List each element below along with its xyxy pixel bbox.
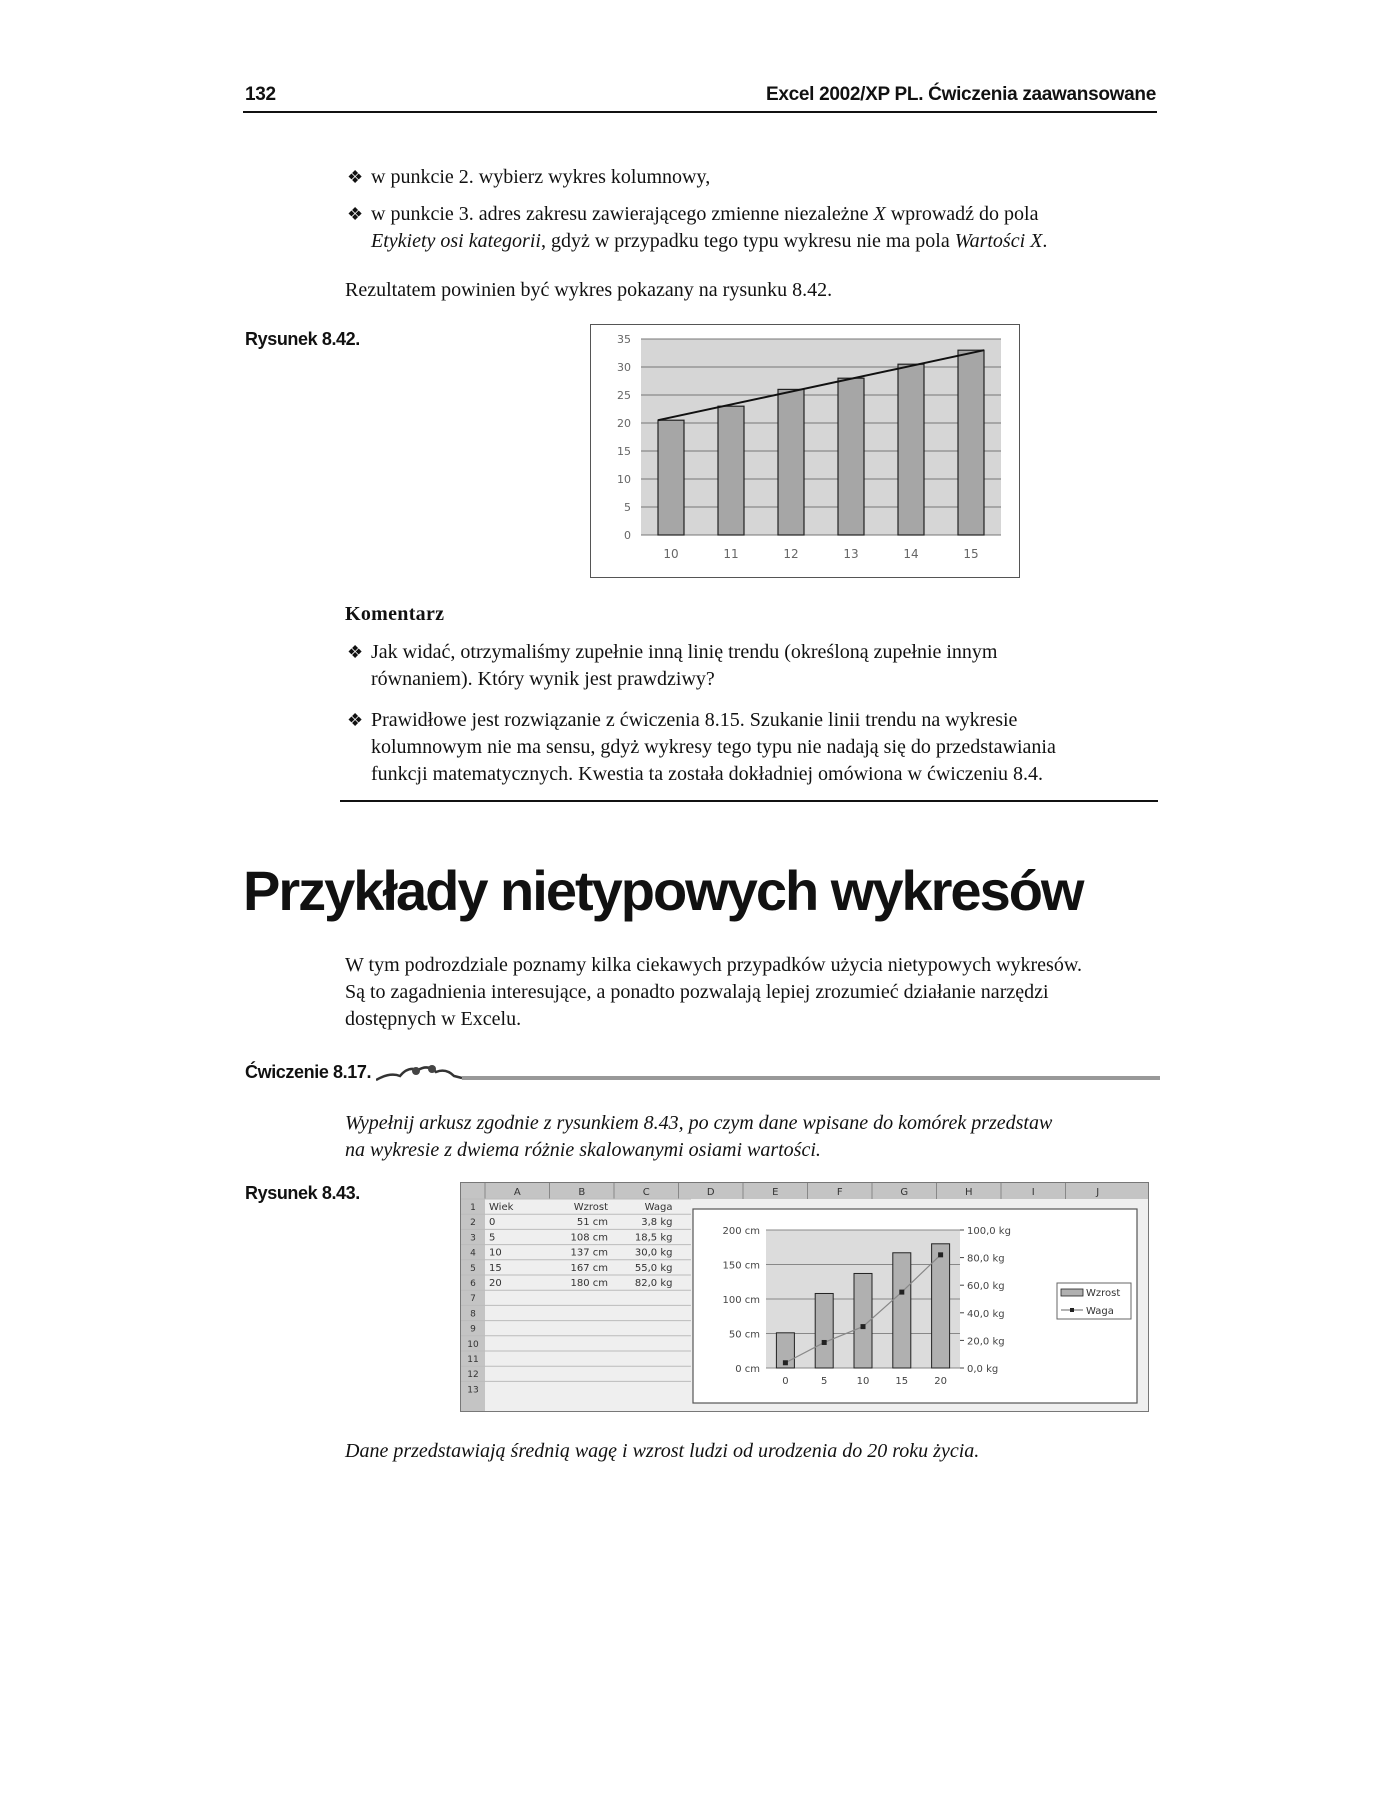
y-tick-label: 15 [617, 445, 631, 458]
data-point [938, 1252, 943, 1257]
x-tick-label: 12 [783, 547, 799, 561]
page-number: 132 [245, 84, 276, 105]
data-cell: 167 cm [570, 1262, 608, 1274]
bar [958, 350, 984, 535]
figure-caption: Rysunek 8.43. [245, 1183, 360, 1203]
right-tick-label: 20,0 kg [967, 1336, 1005, 1348]
row-number: 3 [470, 1233, 476, 1244]
x-tick-label: 11 [723, 547, 739, 561]
legend-label: Wzrost [1086, 1288, 1121, 1299]
running-title: Excel 2002/XP PL. Ćwiczenia zaawansowane [765, 84, 1156, 105]
data-cell: 180 cm [570, 1278, 608, 1289]
y-tick-label: 30 [617, 361, 631, 374]
column-header: F [836, 1187, 843, 1198]
data-cell: 15 [489, 1262, 502, 1274]
bar [718, 406, 744, 535]
y-tick-label: 10 [617, 473, 631, 486]
row-number: 13 [467, 1385, 479, 1396]
exercise-label: Ćwiczenie 8.17. [245, 1062, 372, 1082]
right-tick-label: 100,0 kg [967, 1226, 1011, 1237]
row-number: 8 [470, 1309, 476, 1320]
excel-sheet-screenshot [461, 1183, 1148, 1411]
data-point [899, 1290, 904, 1295]
x-tick-label: 10 [663, 547, 679, 561]
right-tick-label: 40,0 kg [967, 1308, 1005, 1320]
row-number: 4 [470, 1248, 476, 1259]
legend-swatch-bar [1061, 1289, 1083, 1296]
column-header-band [461, 1183, 1148, 1199]
comment-heading: Komentarz [345, 603, 445, 625]
header-cell: Wiek [489, 1202, 514, 1213]
row-number: 10 [467, 1339, 479, 1350]
data-cell: 20 [489, 1278, 502, 1289]
column-header: I [1031, 1187, 1035, 1198]
header-rule [243, 111, 1157, 113]
data-cell: 51 cm [576, 1217, 608, 1229]
list-item [347, 707, 1157, 788]
header-cell: Waga [644, 1202, 673, 1213]
bullet-diamond-icon: ❖ [347, 642, 364, 662]
list-item [347, 201, 1157, 255]
data-cell: 3,8 kg [641, 1217, 673, 1229]
figure-843-screenshot [460, 1182, 1149, 1412]
y-tick-label: 20 [617, 417, 631, 430]
x-tick-label: 10 [856, 1376, 870, 1387]
legend-label: Waga [1086, 1306, 1114, 1317]
data-point [822, 1340, 827, 1345]
y-tick-label: 0 [624, 529, 631, 542]
bullet-text: w punkcie 2. wybierz wykres kolumnowy, [371, 166, 711, 188]
data-cell: 30,0 kg [634, 1247, 673, 1259]
data-cell: 10 [489, 1247, 502, 1259]
column-header: J [1096, 1187, 1100, 1198]
bar [898, 364, 924, 535]
row-number: 5 [470, 1263, 476, 1274]
result-paragraph: Rezultatem powinien być wykres pokazany na rysunku 8.42. [345, 279, 833, 301]
data-point [861, 1324, 866, 1329]
data-cell: 5 [489, 1232, 496, 1244]
left-tick-label: 150 cm [722, 1260, 760, 1272]
bullet-diamond-icon: ❖ [347, 204, 364, 224]
column-header: D [706, 1187, 715, 1198]
y-tick-label: 35 [617, 333, 631, 346]
bullet-diamond-icon: ❖ [347, 710, 364, 730]
x-tick-label: 14 [903, 547, 919, 561]
column-header: C [642, 1187, 650, 1198]
bar [893, 1253, 911, 1368]
bullet-text: Prawidłowe jest rozwiązanie z ćwiczenia 8.15. Szukanie linii trendu na wykresie kolumnowym nie ma sensu, gdyż wykresy tego typu nie nadają się do przedstawiania funkcji matematycznych. Kwestia ta została dokładniej omówiona w ćwiczeniu 8.4. [371, 709, 1056, 785]
bar [815, 1293, 833, 1368]
row-number: 1 [470, 1203, 476, 1213]
list-item [347, 639, 1157, 693]
comment-rule [340, 800, 1158, 802]
column-header: G [900, 1187, 909, 1198]
row-number: 6 [470, 1279, 476, 1289]
plot-area [641, 339, 1001, 535]
data-cell: 55,0 kg [634, 1262, 673, 1274]
column-header: B [578, 1187, 586, 1198]
row-number: 2 [470, 1218, 476, 1229]
exercise-instruction: Wypełnij arkusz zgodnie z rysunkiem 8.43, po czym dane wpisane do komórek przedstaw na wykresie z dwiema różnie skalowanymi osiami wartości. [345, 1112, 1053, 1161]
right-tick-label: 80,0 kg [967, 1253, 1005, 1265]
row-number: 9 [470, 1324, 476, 1335]
legend-swatch-marker [1070, 1308, 1074, 1312]
row-number: 7 [470, 1294, 476, 1305]
right-tick-label: 60,0 kg [967, 1281, 1005, 1293]
difficulty-bar-icon [376, 1060, 1160, 1086]
x-tick-label: 15 [895, 1376, 909, 1387]
left-tick-label: 0 cm [735, 1364, 760, 1375]
list-item [347, 164, 1157, 191]
column-chart [591, 325, 1019, 577]
left-tick-label: 50 cm [728, 1329, 760, 1341]
data-cell: 82,0 kg [634, 1278, 673, 1289]
x-tick-label: 15 [963, 547, 979, 561]
section-title: Przykłady nietypowych wykresów [243, 859, 1083, 922]
bullet-diamond-icon: ❖ [347, 167, 364, 187]
closing-paragraph: Dane przedstawiają średnią wagę i wzrost ludzi od urodzenia do 20 roku życia. [345, 1440, 980, 1462]
figure-caption: Rysunek 8.42. [245, 329, 360, 349]
bar [658, 420, 684, 535]
left-tick-label: 200 cm [722, 1226, 760, 1237]
bullet-text: Jak widać, otrzymaliśmy zupełnie inną linię trendu (określoną zupełnie innym równaniem). Który wynik jest prawdziwy? [371, 641, 998, 690]
bar [778, 389, 804, 535]
x-tick-label: 13 [843, 547, 859, 561]
column-header: E [772, 1187, 779, 1198]
y-tick-label: 5 [624, 501, 631, 514]
x-tick-label: 0 [782, 1376, 789, 1387]
right-tick-label: 0,0 kg [967, 1364, 999, 1375]
bar [932, 1244, 950, 1368]
left-tick-label: 100 cm [722, 1295, 760, 1306]
x-tick-label: 20 [934, 1376, 947, 1387]
header-cell: Wzrost [573, 1202, 608, 1213]
column-header: H [964, 1187, 973, 1198]
data-cell: 0 [489, 1217, 496, 1229]
data-point [783, 1360, 788, 1365]
y-tick-label: 25 [617, 389, 631, 402]
column-header: A [513, 1187, 521, 1198]
row-number: 11 [467, 1355, 479, 1365]
section-intro: W tym podrozdziale poznamy kilka ciekawych przypadków użycia nietypowych wykresów. Są to zagadnienia interesujące, a ponadto pozwalają lepiej zrozumieć działanie narzędzi dostępnych w Excelu. [345, 954, 1082, 1030]
x-tick-label: 5 [821, 1376, 828, 1387]
data-cell: 18,5 kg [634, 1232, 673, 1244]
figure-842-chart [590, 324, 1020, 578]
data-cell: 108 cm [570, 1232, 608, 1244]
bar [838, 378, 864, 535]
data-cell: 137 cm [570, 1247, 608, 1259]
bullet-text: w punkcie 3. adres zakresu zawierającego zmienne niezależne X wprowadź do pola Etykiety osi kategorii, gdyż w przypadku tego typu wykresu nie ma pola Wartości X. [371, 203, 1048, 252]
row-number: 12 [467, 1370, 479, 1381]
